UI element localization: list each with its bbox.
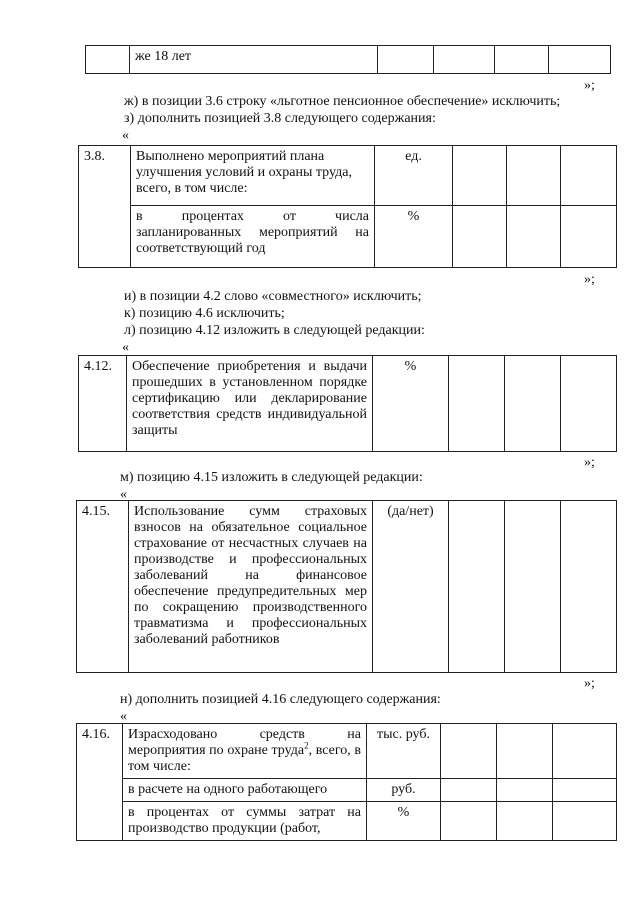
- item-unit: руб.: [367, 779, 441, 802]
- table-item-3-8: [78, 145, 617, 268]
- row-text: же 18 лет: [130, 46, 378, 74]
- cell-empty: [497, 779, 553, 802]
- open-quote: «: [122, 128, 129, 143]
- item-unit: ед.: [375, 146, 453, 206]
- item-unit: %: [375, 206, 453, 268]
- close-quote: »;: [584, 78, 595, 93]
- table-item-4-15: [76, 500, 617, 673]
- amendment-line: з) дополнить позицией 3.8 следующего содержания:: [124, 111, 436, 126]
- amendment-line: ж) в позиции 3.6 строку «льготное пенсионное обеспечение» исключить;: [124, 94, 561, 109]
- cell-empty: [441, 724, 497, 779]
- cell-empty: [86, 46, 130, 74]
- item-unit: тыс. руб.: [367, 724, 441, 779]
- table-item-4-16: [76, 723, 617, 841]
- open-quote: «: [122, 340, 129, 355]
- cell-empty: [549, 46, 611, 74]
- cell-empty: [497, 724, 553, 779]
- item-text-part: Израсходовано средств на мероприятия по охране труда: [128, 727, 361, 758]
- item-text: в расчете на одного работающего: [123, 779, 367, 802]
- cell-empty: [507, 206, 561, 268]
- close-quote: »;: [584, 272, 595, 287]
- amendment-line: л) позицию 4.12 изложить в следующей редакции:: [124, 323, 425, 338]
- table-top-fragment: [85, 45, 611, 74]
- cell-empty: [441, 779, 497, 802]
- amendment-line: н) дополнить позицией 4.16 следующего содержания:: [120, 692, 441, 707]
- cell-empty: [441, 802, 497, 841]
- footnote-mark: 2: [304, 740, 309, 751]
- cell-empty: [497, 802, 553, 841]
- amendment-line: к) позицию 4.6 исключить;: [124, 306, 285, 321]
- cell-empty: [453, 206, 507, 268]
- amendment-line: м) позицию 4.15 изложить в следующей редакции:: [120, 470, 423, 485]
- cell-empty: [561, 146, 617, 206]
- item-text: в процентах от суммы затрат на производство продукции (работ,: [123, 802, 367, 841]
- item-text: Обеспечение приобретения и выдачи прошедших в установленном порядке сертификацию или декларирование соответствия средств индивидуальной защиты: [127, 356, 373, 452]
- cell-empty: [553, 779, 617, 802]
- item-number: 4.15.: [77, 501, 129, 673]
- cell-empty: [561, 206, 617, 268]
- cell-empty: [434, 46, 495, 74]
- amendment-line: и) в позиции 4.2 слово «совместного» исключить;: [124, 289, 422, 304]
- table-item-4-12: [78, 355, 617, 452]
- cell-empty: [561, 356, 617, 452]
- close-quote: »;: [584, 676, 595, 691]
- cell-empty: [505, 501, 561, 673]
- cell-empty: [553, 802, 617, 841]
- cell-empty: [553, 724, 617, 779]
- cell-empty: [505, 356, 561, 452]
- cell-empty: [495, 46, 549, 74]
- item-text: Использование сумм страховых взносов на обязательное социальное страхование от несчастных случаев на производстве и профессиональных заболеваний на финансовое обеспечение предупредительных мер по сокращению производственного травматизма и профессиональных заболеваний работников: [129, 501, 373, 673]
- cell-empty: [378, 46, 434, 74]
- cell-empty: [561, 501, 617, 673]
- item-number: 4.12.: [79, 356, 127, 452]
- cell-empty: [507, 146, 561, 206]
- open-quote: «: [120, 709, 127, 724]
- item-unit: %: [373, 356, 449, 452]
- item-unit: (да/нет): [373, 501, 449, 673]
- item-text: Выполнено мероприятий плана улучшения условий и охраны труда, всего, в том числе:: [131, 146, 375, 206]
- close-quote: »;: [584, 455, 595, 470]
- open-quote: «: [120, 487, 127, 502]
- item-text-part: , всего, в том числе:: [128, 743, 361, 774]
- item-text: [123, 724, 367, 779]
- item-unit: %: [367, 802, 441, 841]
- item-number: 4.16.: [77, 724, 123, 841]
- cell-empty: [449, 501, 505, 673]
- cell-empty: [449, 356, 505, 452]
- cell-empty: [453, 146, 507, 206]
- item-number: 3.8.: [79, 146, 131, 268]
- item-text: в процентах от числа запланированных мероприятий на соответствующий год: [131, 206, 375, 268]
